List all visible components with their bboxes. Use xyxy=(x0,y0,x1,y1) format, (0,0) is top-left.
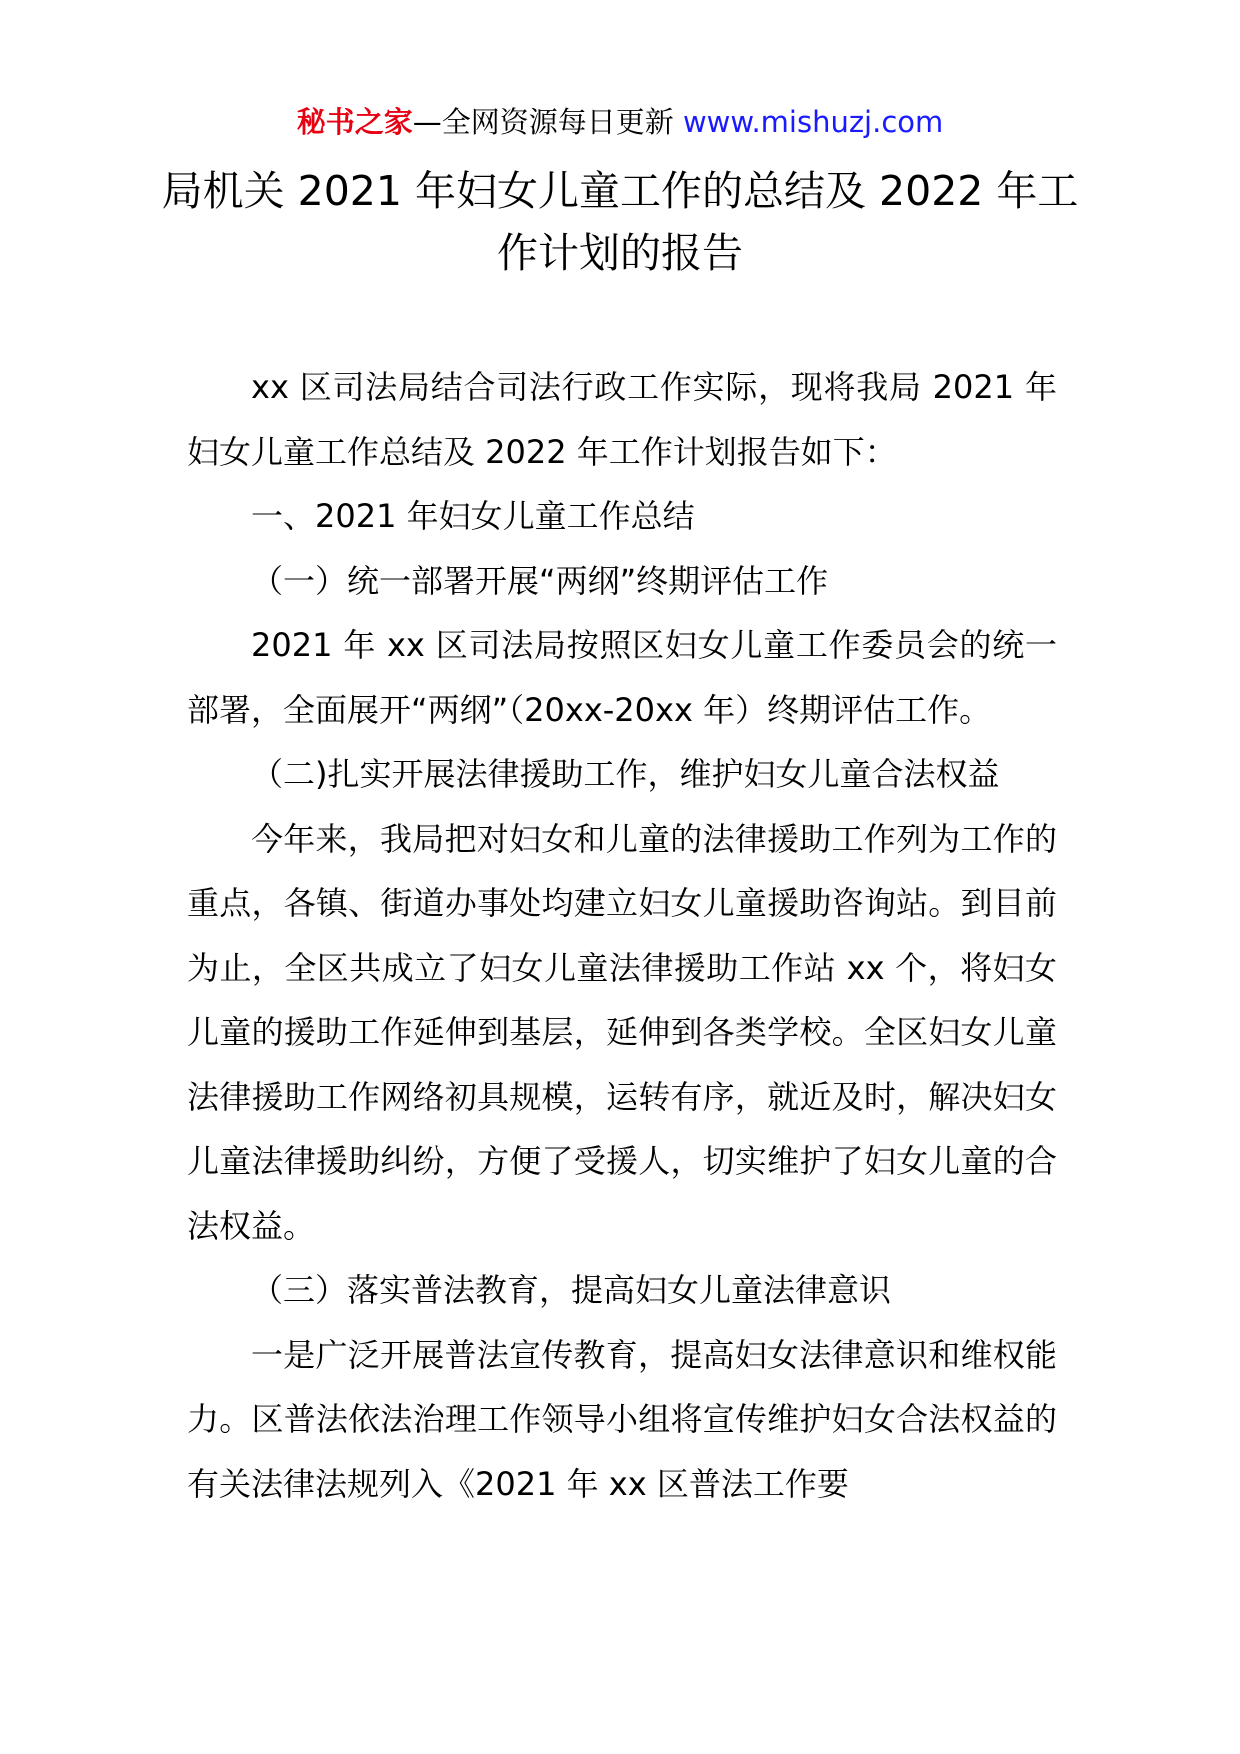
brand-name: 秘书之家 xyxy=(296,105,413,139)
subsection-heading-3: （三）落实普法教育，提高妇女儿童法律意识 xyxy=(251,1271,892,1309)
subsection-heading-2: （二)扎实开展法律援助工作，维护妇女儿童合法权益 xyxy=(251,755,1000,793)
intro-paragraph: xx 区司法局结合司法行政工作实际，现将我局 2021 年妇女儿童工作总结及 2022 年工作计划报告如下： xyxy=(187,368,1057,471)
watermark-header xyxy=(0,100,1240,144)
site-url-link[interactable]: www.mishuzj.com xyxy=(682,105,944,139)
document-body xyxy=(187,355,1057,1516)
body-paragraph: 一是广泛开展普法宣传教育，提高妇女法律意识和维权能力。区普法依法治理工作领导小组将宣传维护妇女合法权益的有关法律法规列入《2021 年 xx 区普法工作要 xyxy=(187,1335,1057,1503)
body-paragraph: 今年来，我局把对妇女和儿童的法律援助工作列为工作的重点，各镇、街道办事处均建立妇女儿童援助咨询站。到目前为止，全区共成立了妇女儿童法律援助工作站 xx 个，将妇女儿童的援助工作延伸到基层，延伸到各类学校。全区妇女儿童法律援助工作网络初具规模，运转有序，就近及时，解决妇女儿童法律援助纠纷，方便了受援人，切实维护了妇女儿童的合法权益。 xyxy=(187,819,1057,1245)
body-paragraph: 2021 年 xx 区司法局按照区妇女儿童工作委员会的统一部署，全面展开“两纲”（20xx-20xx 年）终期评估工作。 xyxy=(187,626,1057,729)
document-title: 局机关 2021 年妇女儿童工作的总结及 2022 年工作计划的报告 xyxy=(161,167,1079,277)
subsection-heading-1: （一）统一部署开展“两纲”终期评估工作 xyxy=(251,561,829,600)
header-tagline: —全网资源每日更新 xyxy=(412,105,674,139)
section-heading-1: 一、2021 年妇女儿童工作总结 xyxy=(251,497,695,535)
